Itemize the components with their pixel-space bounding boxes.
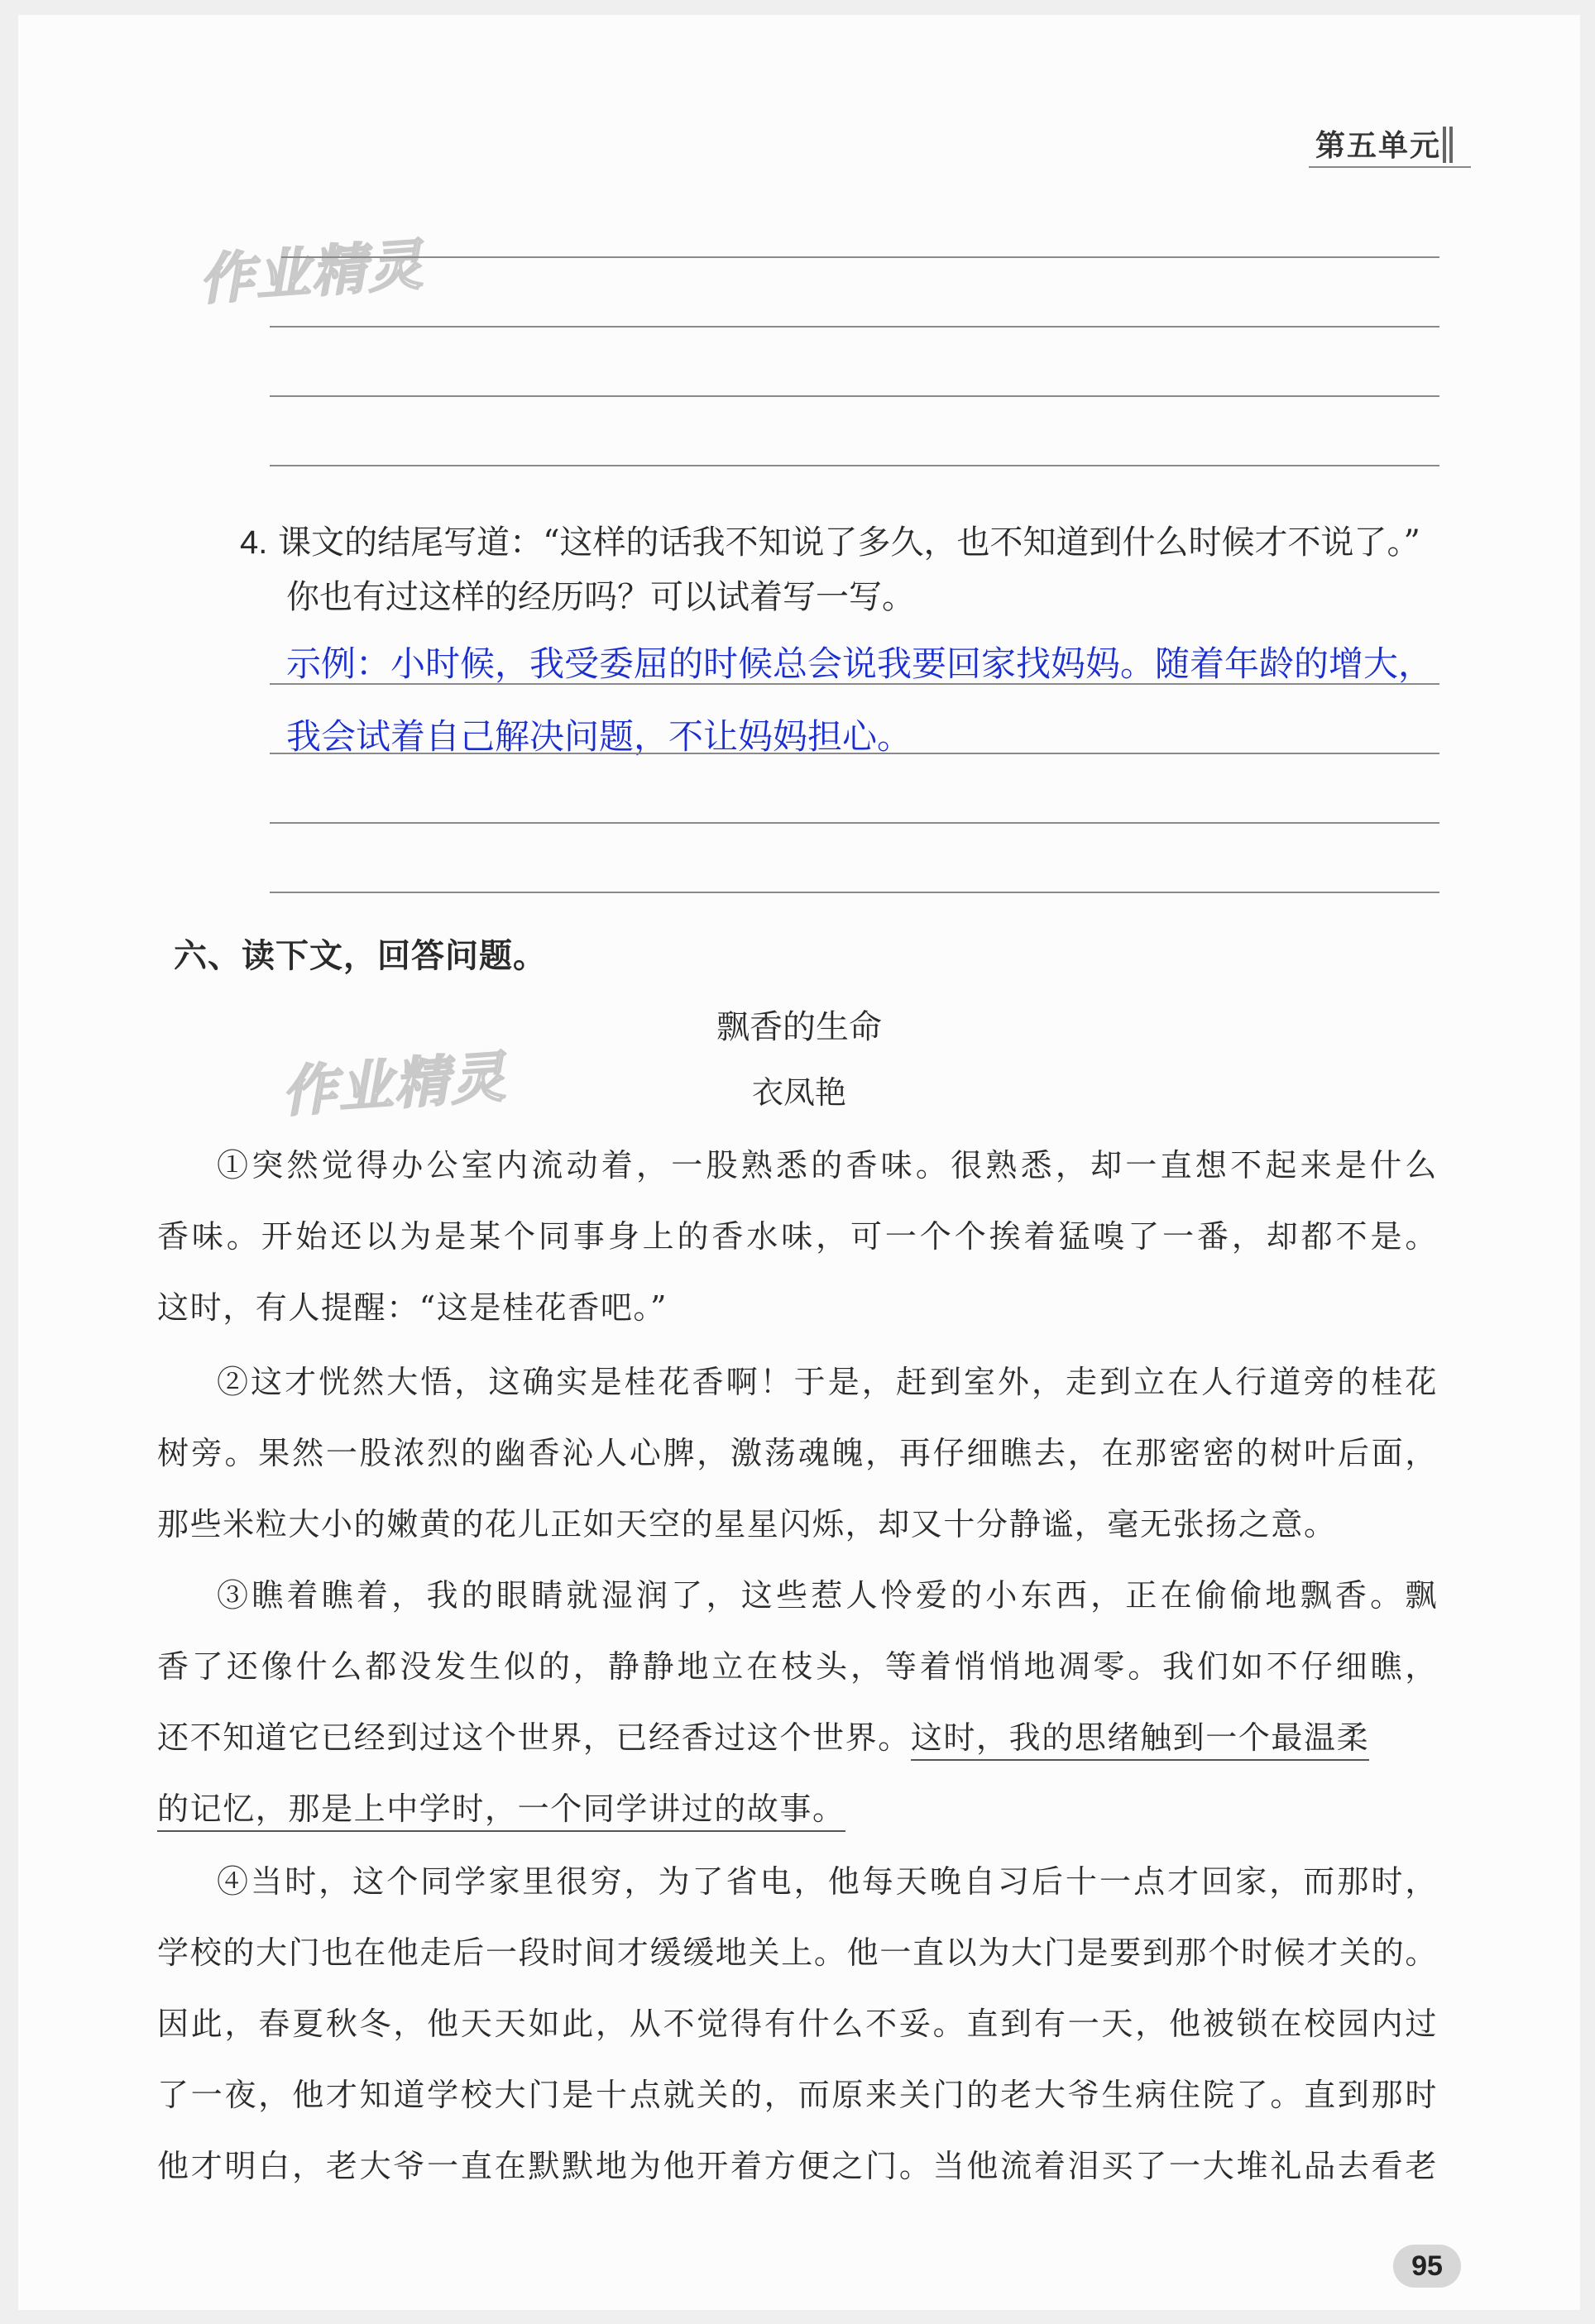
passage-line: ③瞧着瞧着，我的眼睛就湿润了，这些惹人怜爱的小东西，正在偷偷地飘香。飘: [217, 1577, 1438, 1614]
passage-line: ①突然觉得办公室内流动着，一股熟悉的香味。很熟悉，却一直想不起来是什么: [217, 1147, 1438, 1184]
watermark-middle: 作业精灵: [280, 1045, 509, 1125]
passage-line: ④当时，这个同学家里很穷，为了省电，他每天晚自习后十一点才回家，而那时，: [217, 1863, 1438, 1900]
writing-line: [281, 256, 1439, 258]
header-bars-decoration: [1441, 127, 1458, 163]
passage-line: 那些米粒大小的嫩黄的花儿正如天空的星星闪烁，却又十分静谧，毫无张扬之意。: [157, 1506, 1337, 1542]
section-heading: 六、读下文，回答问题。: [174, 937, 547, 975]
header-rule: [1309, 166, 1471, 168]
writing-line: [270, 822, 1439, 824]
passage-author: 衣凤艳: [751, 1074, 846, 1111]
passage-line: 香了还像什么都没发生似的，静静地立在枝头，等着悄悄地凋零。我们如不仔细瞧，: [157, 1648, 1438, 1685]
passage-line: ②这才恍然大悟，这确实是桂花香啊！于是，赶到室外，走到立在人行道旁的桂花: [217, 1364, 1438, 1400]
passage-text: 还不知道它已经到过这个世界，已经香过这个世界。: [157, 1719, 911, 1756]
writing-line: [270, 892, 1439, 893]
writing-line: [270, 395, 1439, 397]
question-4-prompt: [240, 509, 1420, 576]
writing-line: [270, 683, 1439, 685]
passage-line: 香味。开始还以为是某个同事身上的香水味，可一个个挨着猛嗅了一番，却都不是。: [157, 1218, 1438, 1255]
passage-title: 飘香的生命: [716, 1008, 882, 1046]
unit-header: 第五单元: [1315, 129, 1442, 163]
writing-line: [270, 326, 1439, 328]
workbook-page: [18, 15, 1580, 2310]
passage-line: 因此，春夏秋冬，他天天如此，从不觉得有什么不妥。直到有一天，他被锁在校园内过: [157, 2006, 1438, 2042]
passage-line: 他才明白，老大爷一直在默默地为他开着方便之门。当他流着泪买了一大堆礼品去看老: [157, 2148, 1438, 2184]
question-4-line1: 课文的结尾写道：“这样的话我不知说了多久，也不知道到什么时候才不说了。”: [278, 524, 1420, 562]
passage-line: 树旁。果然一股浓烈的幽香沁人心脾，激荡魂魄，再仔细瞧去，在那密密的树叶后面，: [157, 1435, 1438, 1471]
passage-line: 这时，有人提醒：“这是桂花香吧。”: [157, 1289, 668, 1326]
underlined-sentence: 的记忆，那是上中学时，一个同学讲过的故事。: [157, 1791, 845, 1832]
passage-line-with-underline: [157, 1712, 1438, 1757]
underlined-sentence: 这时，我的思绪触到一个最温柔: [911, 1719, 1369, 1761]
passage-line: 学校的大门也在他走后一段时间才缓缓地关上。他一直以为大门是要到那个时候才关的。: [157, 1934, 1438, 1971]
watermark-top: 作业精灵: [197, 232, 426, 313]
passage-line: 了一夜，他才知道学校大门是十点就关的，而原来关门的老大爷生病住院了。直到那时: [157, 2077, 1438, 2113]
question-4-line2: 你也有过这样的经历吗？可以试着写一写。: [286, 578, 915, 616]
writing-line: [270, 465, 1439, 466]
answer-line-2: 我会试着自己解决问题，不让妈妈担心。: [286, 716, 912, 757]
writing-line: [270, 753, 1439, 754]
passage-line: [157, 1783, 1438, 1829]
page-number: 95: [1393, 2245, 1461, 2288]
question-number: 4.: [240, 524, 268, 561]
answer-line-1: 示例：小时候，我受委屈的时候总会说我要回家找妈妈。随着年龄的增大，: [286, 643, 1434, 684]
